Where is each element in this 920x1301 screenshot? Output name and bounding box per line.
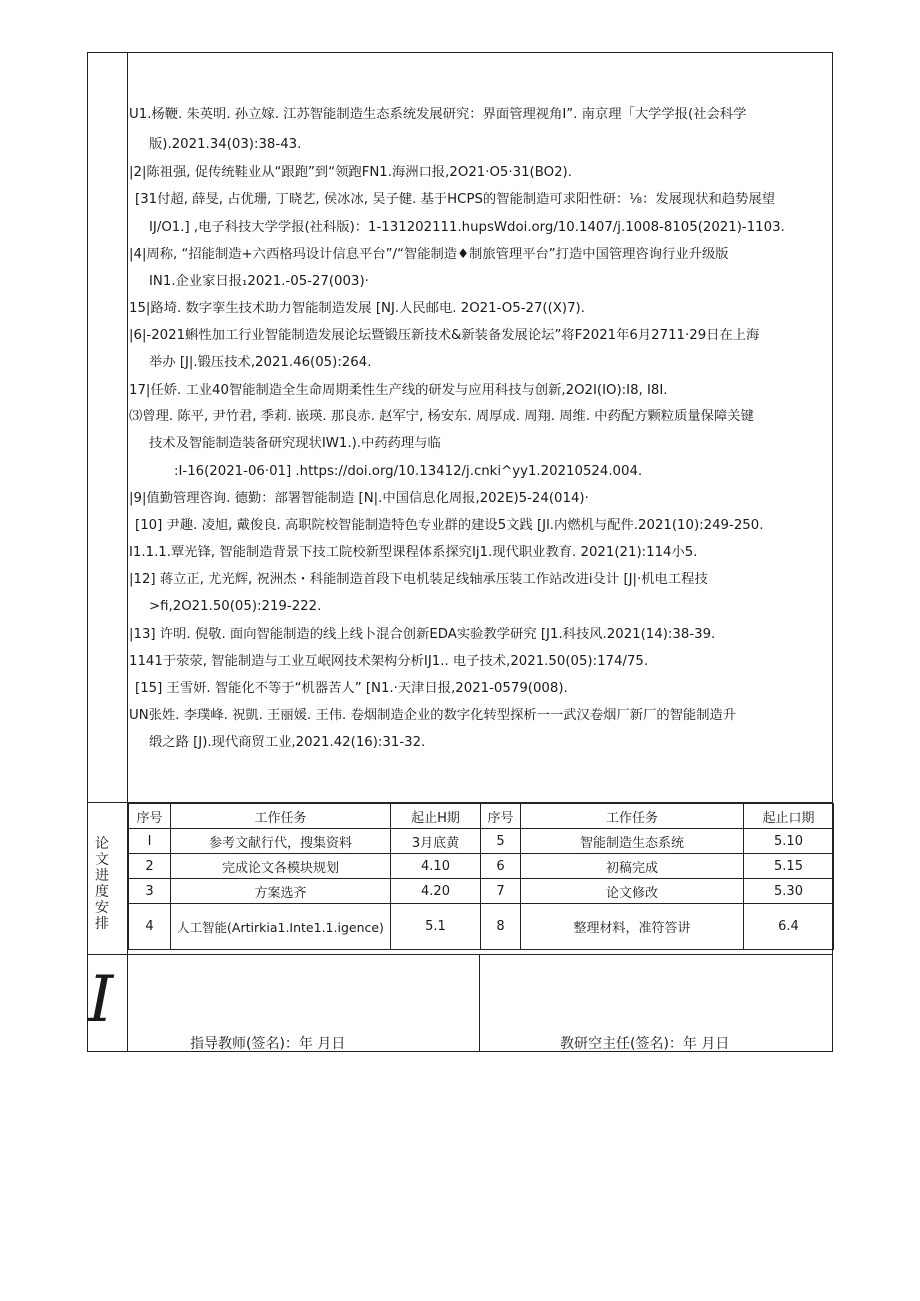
table-row [129,829,834,854]
reference-6-cont: 举办 [J|.锻压技术,2021.46(05):264. [149,355,372,370]
table-row [129,854,834,879]
schedule-section-bottom [87,954,833,955]
cell-task: 智能制造生态系统 [521,829,744,854]
reference-15: [15] 王雪妍. 智能化不等于“机器苦人” [N1.·天津日报,2021-0579(008). [135,681,568,696]
header-no: 序号 [129,804,171,829]
cell-no: 3 [129,879,171,904]
cell-no: I [129,829,171,854]
reference-16-cont: 缎之路 [J).现代商贸工业,2021.42(16):31-32. [149,735,426,750]
signature-divider [479,954,480,1052]
reference-4-cont: IN1.企业家日报₁2021.-05-27(003)· [149,274,369,289]
cell-no: 6 [481,854,521,879]
schedule-section-label [91,836,113,932]
cell-no: 2 [129,854,171,879]
schedule-table [128,803,834,950]
reference-6: |6|-2021蝌性加工行业智能制造发展论坛暨锻压新技术&新装备发展论坛”将F2021年6月2711·29日在上海 [129,328,760,343]
director-signature-line: 教研空主任(签名)：年 月日 [560,1036,730,1052]
cell-date: 5.30 [744,879,834,904]
cell-date: 4.20 [391,879,481,904]
header-task: 工作任务 [521,804,744,829]
cell-date: 5.1 [391,904,481,950]
reference-1: U1.杨鞭. 朱英明. 孙立嫁. 江苏智能制造生态系统发展研究：界面管理视角I”. 南京理「大学学报(社会科学 [129,107,747,122]
reference-12-cont: >fi,2O21.50(05):219-222. [149,599,322,614]
reference-12: |12] 蒋立正, 尤光辉, 祝洲杰・科能制造首段下电机装足线轴承压装工作站改进i殳计 [J|·机电工程技 [129,572,708,587]
reference-9: |9|值勤管理咨询. 德勤：部署智能制造 [N|.中国信息化周报,202E)5-24(014)· [129,491,589,506]
cell-no: 5 [481,829,521,854]
header-task: 工作任务 [171,804,391,829]
cell-task: 整理材料，准符答讲 [521,904,744,950]
cell-date: 5.15 [744,854,834,879]
header-date: 起止H期 [391,804,481,829]
label-char: 文 [95,852,109,868]
reference-8: ⑶曾理. 陈平, 尹竹君, 季莉. 嵌瑛. 那良赤. 赵军宁, 杨安东. 周厚成. 周翔. 周维. 中药配方颗粒质量保障关键 [129,409,754,424]
label-char: 安 [95,900,109,916]
cell-task: 论文修改 [521,879,744,904]
handwritten-mark: I [88,963,114,1037]
reference-3: [31付超, 薛旻, 占优珊, 丁晓艺, 侯冰冰, 吴子健. 基于HCPS的智能制造可求阳性研：⅛：发展现状和趋势展望 [135,192,776,207]
reference-8-cont: 技术及智能制造装备研究现状IW1.).中药药理与临 [149,436,441,451]
cell-date: 4.10 [391,854,481,879]
label-char: 进 [95,868,109,884]
cell-task: 完成论文各模块规划 [171,854,391,879]
reference-3-cont: IJ/O1.] ,电子科技大学学报(社科版)：1-131202111.hupsWdoi.org/10.1407/j.1008-8105(2021)-1103. [149,220,785,235]
reference-10: [10] 尹趣. 凌旭, 戴俊良. 高职院校智能制造特色专业群的建设5文践 [Jl.内燃机与配件.2021(10):249-250. [135,518,764,533]
advisor-signature-line: 指导教师(签名)：年 月日 [190,1036,346,1052]
reference-16: UN张姓. 李璞峰. 祝凱. 王丽媛. 王伟. 卷烟制造企业的数字化转型探析一一武汉卷烟厂新厂的智能制造升 [129,708,737,723]
reference-14: 1141于荥荥, 智能制造与工业互岷网技术架构分析IJ1.. 电子技术,2021.50(05):174/75. [129,654,649,669]
reference-4: |4|周称, “招能制造+六西格玛设计信息平台”/“智能制造♦制旅管理平台”打造中国管理咨询行业升级版 [129,247,729,262]
label-char: 排 [95,916,109,932]
cell-date: 5.10 [744,829,834,854]
cell-task: 参考文献行代，搜集资料 [171,829,391,854]
cell-task: 人工智能(Artirkia1.Inte1.1.igence) [171,904,391,950]
cell-date: 3月底黄 [391,829,481,854]
label-char: 论 [95,836,109,852]
reference-1-cont: 版).2021.34(03):38-43. [149,137,302,152]
reference-2: |2|陈祖强, 促传统鞋业从“跟跑”到“领跑FN1.海洲口报,2O21·O5·31(BO2). [129,165,572,180]
reference-11: I1.1.1.覃光锋, 智能制造背景下技工院校新型课程体系探究Ij1.现代职业教育. 2021(21):114小5. [129,545,698,560]
table-row [129,879,834,904]
cell-no: 7 [481,879,521,904]
table-header-row [129,804,834,829]
table-row [129,904,834,950]
reference-13: |13] 许明. 倪敬. 面向智能制造的线上线卜混合创新EDA实验教学研究 [J1.科技风.2021(14):38-39. [129,627,716,642]
header-no: 序号 [481,804,521,829]
reference-8-cont2: :I-16(2021-06·01] .https://doi.org/10.13412/j.cnki^yy1.20210524.004. [174,464,643,479]
reference-7: 17|任娇. 工业40智能制造全生命周期柔性生产线的研发与应用科技与创新,2O2I(IO):I8, I8I. [129,383,668,398]
label-char: 度 [95,884,109,900]
header-date: 起止口期 [744,804,834,829]
reference-5: 15|路埼. 数字挛生技术助力智能制造发展 [NJ.人民邮电. 2O21-O5-27((X)7). [129,301,585,316]
cell-date: 6.4 [744,904,834,950]
cell-task: 方案选齐 [171,879,391,904]
cell-task: 初稿完成 [521,854,744,879]
cell-no: 8 [481,904,521,950]
cell-no: 4 [129,904,171,950]
